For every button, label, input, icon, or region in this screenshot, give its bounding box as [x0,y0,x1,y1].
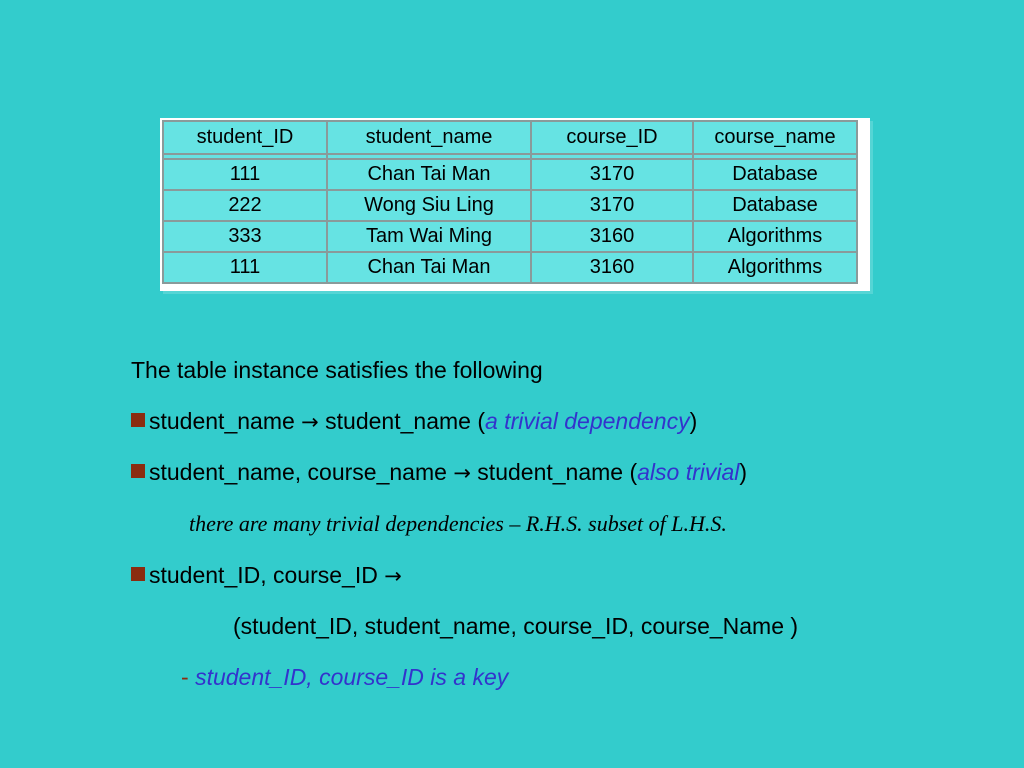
column-header-course-name: course_name [693,121,857,154]
square-bullet-icon [131,567,145,581]
key-note: student_ID, course_ID is a key [195,664,509,690]
table-cell: 222 [163,190,327,221]
bullet-2-close: ) [739,459,748,485]
right-arrow-icon: → [453,461,471,485]
dash-marker: - [181,664,196,690]
bullet-1-rhs: student_name ( [318,408,485,434]
right-arrow-icon: → [301,410,319,434]
table-cell: Chan Tai Man [327,252,531,283]
intro-line: The table instance satisfies the following [131,357,543,383]
table-cell: Algorithms [693,221,857,252]
table-row [163,190,857,221]
bullet-1-close: ) [689,408,698,434]
table-cell: 3160 [531,221,693,252]
table-header-row [163,121,857,154]
table-row [163,221,857,252]
table-cell: 3160 [531,252,693,283]
table-cell: Wong Siu Ling [327,190,531,221]
key-note-line [181,664,508,691]
table-cell: 111 [163,159,327,190]
column-header-course-id: course_ID [531,121,693,154]
table-cell: Algorithms [693,252,857,283]
table-row [163,159,857,190]
bullet-2-rhs: student_name ( [470,459,638,485]
table-cell: 3170 [531,159,693,190]
bullet-line-3 [131,562,402,589]
square-bullet-icon [131,413,145,427]
relation-table-frame [160,118,870,291]
table-cell: 333 [163,221,327,252]
bullet-line-2 [131,459,747,486]
bullet-1-lhs: student_name [149,408,302,434]
table-cell: 3170 [531,190,693,221]
bullet-3-continuation: (student_ID, student_name, course_ID, course_Name ) [233,613,799,639]
table-cell: Chan Tai Man [327,159,531,190]
relation-table [162,120,858,284]
column-header-student-name: student_name [327,121,531,154]
table-cell: Database [693,190,857,221]
square-bullet-icon [131,464,145,478]
table-cell: Tam Wai Ming [327,221,531,252]
table-cell: Database [693,159,857,190]
trivial-note-line: there are many trivial dependencies – R.H.S. subset of L.H.S. [189,511,727,536]
bullet-3-lhs: student_ID, course_ID [149,562,385,588]
table-row [163,252,857,283]
column-header-student-id: student_ID [163,121,327,154]
table-cell: 111 [163,252,327,283]
right-arrow-icon: → [384,564,402,588]
bullet-2-note: also trivial [637,459,740,485]
bullet-2-lhs: student_name, course_name [149,459,454,485]
bullet-1-note: a trivial dependency [485,408,690,434]
bullet-line-1 [131,408,697,435]
